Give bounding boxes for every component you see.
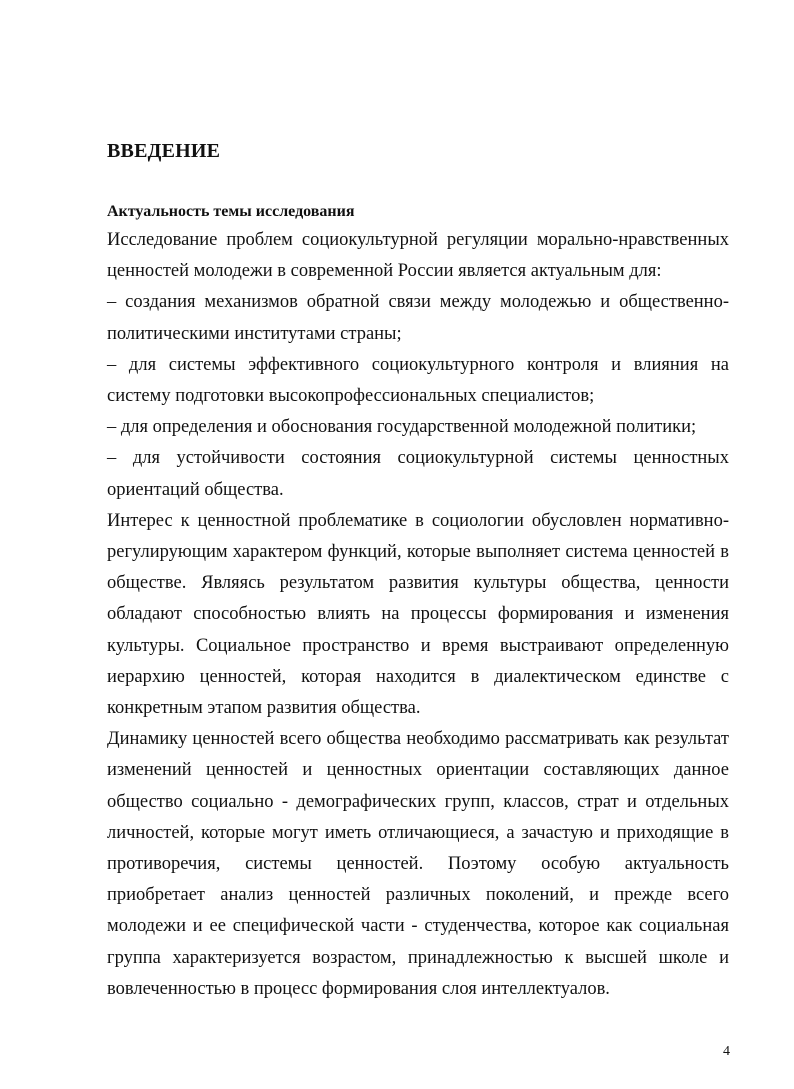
list-item-feedback-mechanisms: – создания механизмов обратной связи между молодежью и общественно-политическими институтами страны; xyxy=(107,292,729,344)
page-number: 4 xyxy=(723,1044,730,1059)
list-item-control-system: – для системы эффективного социокультурного контроля и влияния на систему подготовки высокопрофессиональных специалистов; xyxy=(107,354,729,407)
page-title: ВВЕДЕНИЕ xyxy=(107,140,221,162)
list-item-youth-policy: – для определения и обоснования государственной молодежной политики; xyxy=(107,417,697,438)
paragraph-value-problematics: Интерес к ценностной проблематике в социологии обусловлен нормативно-регулирующим характером функций, которые выполняет система ценностей в обществе. Являясь результатом развития культуры общества, ценности обладают способностью влиять на процессы формирования и изменения культуры. Социальное пространство и время выстраивают определенную иерархию ценностей, которая находится в диалектическом единстве с конкретным этапом развития общества. xyxy=(107,510,729,719)
section-subheading: Актуальность темы исследования xyxy=(107,203,355,220)
paragraph-relevance-intro: Исследование проблем социокультурной регуляции морально-нравственных ценностей молодежи в современной России является актуальным для: xyxy=(107,230,729,282)
list-item-value-orientations: – для устойчивости состояния социокультурной системы ценностных ориентаций общества. xyxy=(107,448,729,500)
paragraph-value-dynamics: Динамику ценностей всего общества необходимо рассматривать как результат изменений ценностей и ценностных ориентации составляющих данное общество социально - демографических групп, классов, страт и отдельных личностей, которые могут иметь отличающиеся, а зачастую и приходящие в противоречия, системы ценностей. Поэтому особую актуальность приобретает анализ ценностей различных поколений, и прежде всего молодежи и ее специфической части - студенчества, которое как социальная группа характеризуется возрастом, принадлежностью к высшей школе и вовлеченностью в процесс формирования слоя интеллектуалов. xyxy=(107,729,729,999)
body-text xyxy=(107,225,729,1005)
